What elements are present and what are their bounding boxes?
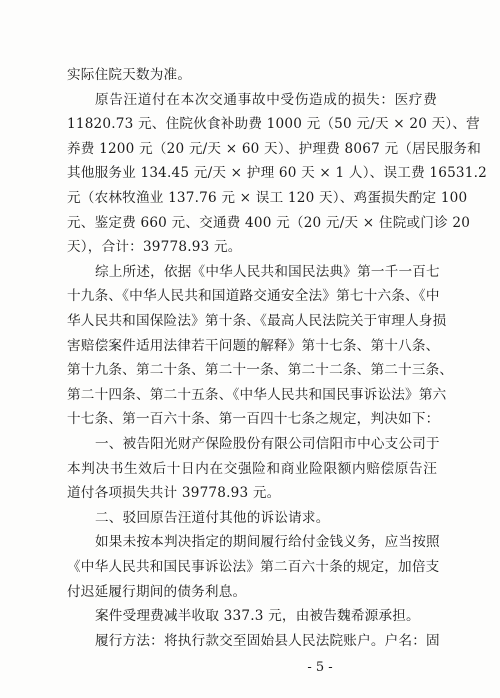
text-line: 天），合计：39778.93 元。 [67, 239, 242, 256]
text-line: 十九条、《中华人民共和国道路交通安全法》第七十六条、《中 [67, 288, 440, 305]
text-line: 11820.73 元、住院伙食补助费 1000 元（50 元/天 × 20 天）、营 [67, 116, 480, 133]
text-line: 《中华人民共和国民事诉讼法》第二百六十条的规定，加倍支 [67, 559, 440, 575]
text-line: 案件受理费减半收取 337.3 元，由被告魏希源承担。 [95, 608, 420, 625]
text-line: 道付各项损失共计 39778.93 元。 [67, 485, 281, 502]
text-line: 本判决书生效后十日内在交强险和商业险限额内赔偿原告汪 [67, 460, 437, 477]
page-number: - 5 - [307, 660, 333, 675]
text-line: 养费 1200 元（20 元/天 × 60 天）、护理费 8067 元（居民服务和 [67, 140, 482, 157]
text-line: 如果未按本判决指定的期间履行给付金钱义务，应当按照 [95, 534, 440, 551]
text-line: 第十九条、第二十条、第二十一条、第二十二条、第二十三条、 [67, 362, 454, 379]
text-line: 实际住院天数为准。 [67, 67, 192, 83]
text-line: 综上所述，依据《中华人民共和国民法典》第一千一百七 [95, 263, 440, 280]
text-line: 害赔偿案件适用法律若干问题的解释》第十七条、第十八条、 [67, 337, 440, 354]
text-line: 二、驳回原告汪道付其他的诉讼请求。 [95, 509, 330, 526]
text-line: 其他服务业 134.45 元/天 × 护理 60 天 × 1 人）、误工费 16531.2 [67, 165, 487, 182]
text-line: 履行方法：将执行款交至固始县人民法院账户。户名：固 [95, 632, 440, 649]
text-line: 十七条、第一百六十条、第一百四十七条之规定，判决如下： [67, 411, 440, 428]
text-line: 华人民共和国保险法》第十条、《最高人民法院关于审理人身损 [67, 313, 447, 329]
text-line: 付迟延履行期间的债务利息。 [67, 583, 247, 600]
text-line: 第二十四条、第二十五条、《中华人民共和国民事诉讼法》第六 [67, 386, 447, 403]
text-line: 元、鉴定费 660 元、交通费 400 元（20 元/天 × 住院或门诊 20 [67, 214, 471, 231]
text-line: 元（农林牧渔业 137.76 元 × 误工 120 天）、鸡蛋损失酌定 100 [67, 190, 468, 206]
text-line: 一、被告阳光财产保险股份有限公司信阳市中心支公司于 [95, 436, 440, 452]
text-line: 原告汪道付在本次交通事故中受伤造成的损失：医疗费 [95, 91, 437, 108]
